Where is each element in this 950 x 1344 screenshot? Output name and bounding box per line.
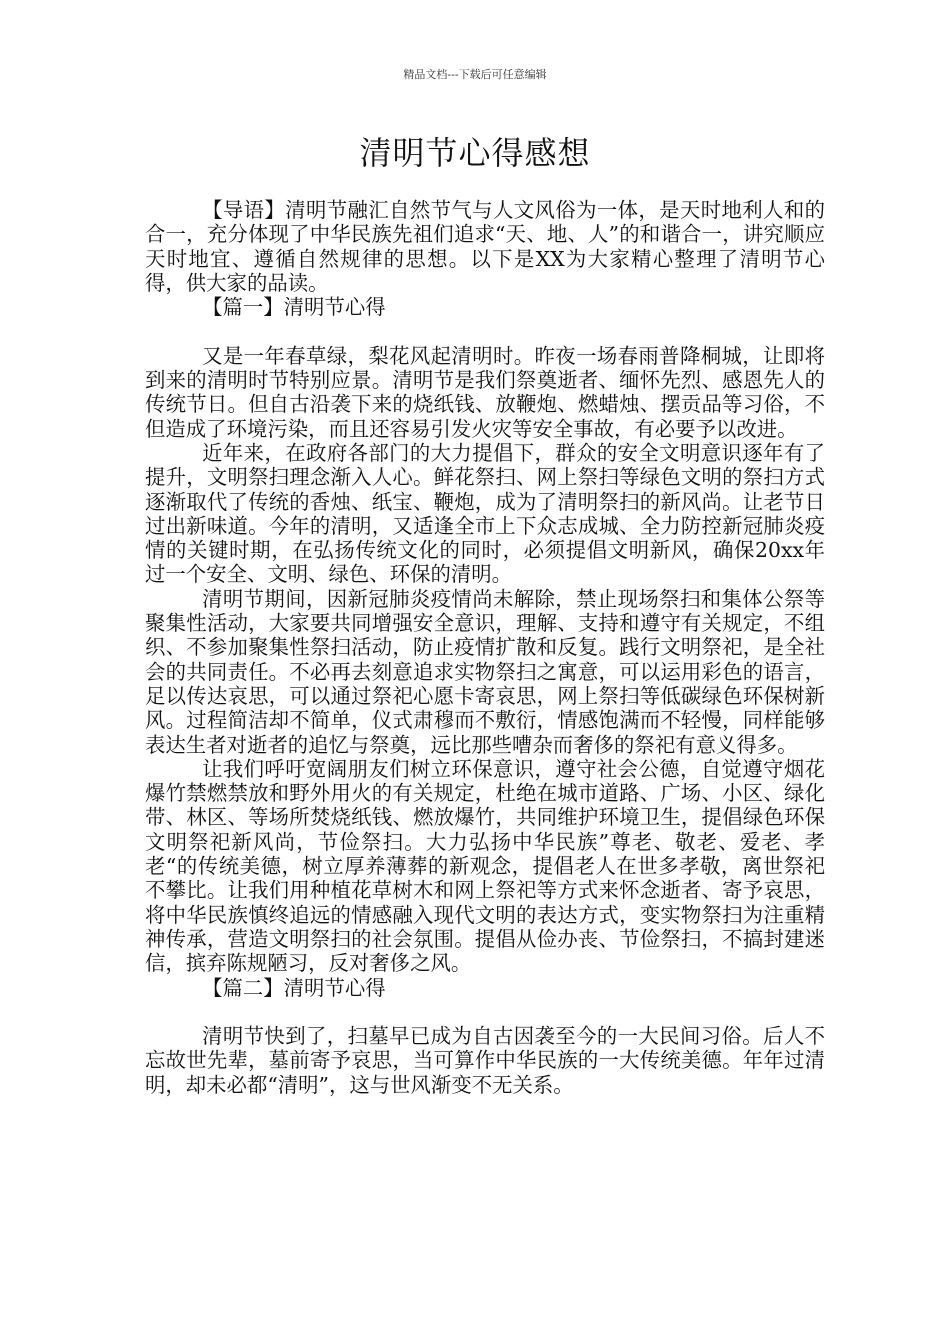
document-body (145, 198, 825, 1097)
blank-line (145, 319, 825, 343)
section-2-paragraph-1: 清明节快到了，扫墓早已成为自古因袭至今的一大民间习俗。后人不忘故世先辈，墓前寄予哀思，当可算作中华民族的一大传统美德。年年过清明，却未必都“清明”，这与世风渐变不无关系。 (145, 1024, 825, 1097)
section-heading-1: 【篇一】清明节心得 (202, 295, 386, 320)
document-title: 清明节心得感想 (359, 134, 591, 172)
section-1-paragraph-3: 清明节期间，因新冠肺炎疫情尚未解除，禁止现场祭扫和集体公祭等聚集性活动，大家要共同增强安全意识，理解、支持和遵守有关规定，不组织、不参加聚集性祭扫活动，防止疫情扩散和反复。践行文明祭祀，是全社会的共同责任。不必再去刻意追求实物祭扫之寓意，可以运用彩色的语言，足以传达哀思，可以通过祭祀心愿卡寄哀思，网上祭扫等低碳绿色环保树新风。过程简洁却不简单，仪式肃穆而不敷衍，情感饱满而不轻慢，同样能够表达生者对逝者的追忆与祭奠，远比那些嘈杂而奢侈的祭祀有意义得多。 (145, 586, 825, 757)
section-1-paragraph-2: 近年来，在政府各部门的大力提倡下，群众的安全文明意识逐年有了提升，文明祭扫理念渐入人心。鲜花祭扫、网上祭扫等绿色文明的祭扫方式逐渐取代了传统的香烛、纸宝、鞭炮，成为了清明祭扫的新风尚。让老节日过出新味道。今年的清明，又适逢全市上下众志成城、全力防控新冠肺炎疫情的关键时期，在弘扬传统文化的同时，必须提倡文明新风，确保20xx年过一个安全、文明、绿色、环保的清明。 (145, 440, 825, 587)
section-heading-2: 【篇二】清明节心得 (202, 975, 386, 1000)
intro-paragraph: 【导语】清明节融汇自然节气与人文风俗为一体，是天时地利人和的合一，充分体现了中华民族先祖们追求“天、地、人”的和谐合一，讲究顺应天时地宜、遵循自然规律的思想。以下是XX为大家精心整理了清明节心得，供大家的品读。 (145, 198, 825, 295)
section-1-paragraph-1: 又是一年春草绿，梨花风起清明时。昨夜一场春雨普降桐城，让即将到来的清明时节特别应景。清明节是我们祭奠逝者、缅怀先烈、感恩先人的传统节日。但自古沿袭下来的烧纸钱、放鞭炮、燃蜡烛、摆贡品等习俗，不但造成了环境污染，而且还容易引发火灾等安全事故，有必要予以改进。 (145, 343, 825, 441)
page-header: 精品文档---下载后可任意编辑 (403, 68, 547, 81)
section-1-paragraph-4: 让我们呼吁宽阔朋友们树立环保意识，遵守社会公德，自觉遵守烟花爆竹禁燃禁放和野外用火的有关规定，杜绝在城市道路、广场、小区、绿化带、林区、等场所焚烧纸钱、燃放爆竹，共同维护环境卫生，提倡绿色环保文明祭祀新风尚，节俭祭扫。大力弘扬中华民族”尊老、敬老、爱老、孝老“的传统美德，树立厚养薄葬的新观念，提倡老人在世多孝敬，离世祭祀不攀比。让我们用种植花草树木和网上祭祀等方式来怀念逝者、寄予哀思，将中华民族慎终追远的情感融入现代文明的表达方式，变实物祭扫为注重精神传承，营造文明祭扫的社会氛围。提倡从俭办丧、节俭祭扫，不搞封建迷信，摈弃陈规陋习，反对奢侈之风。 (145, 756, 825, 976)
blank-line (145, 1000, 825, 1024)
